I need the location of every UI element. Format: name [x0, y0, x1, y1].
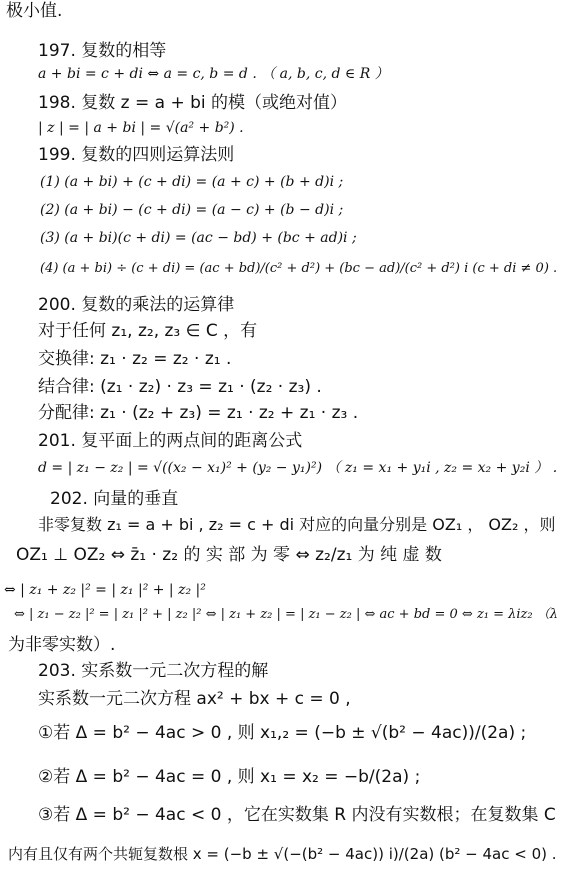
text-line: 201. 复平面上的两点间的距离公式 — [38, 431, 303, 451]
text-line: 对于任何 z₁, z₂, z₃ ∈ C ，有 — [38, 321, 258, 341]
text-line: d = | z₁ − z₂ | = √((x₂ − x₁)² + (y₂ − y₁)²) （ z₁ = x₁ + y₁i , z₂ = x₂ + y₂i ） . — [38, 460, 558, 476]
text-line: ⇔ | z₁ + z₂ |² = | z₁ |² + | z₂ |² — [4, 582, 206, 598]
text-line: 内有且仅有两个共轭复数根 x = (−b ± √(−(b² − 4ac)) i)/(2a) (b² − 4ac < 0) . — [8, 845, 557, 863]
text-line: ②若 Δ = b² − 4ac = 0 , 则 x₁ = x₂ = −b/(2a) ; — [38, 767, 421, 787]
text-line: 结合律: (z₁ · z₂) · z₃ = z₁ · (z₂ · z₃) . — [38, 377, 322, 397]
text-line: 分配律: z₁ · (z₂ + z₃) = z₁ · z₂ + z₁ · z₃ . — [38, 403, 359, 423]
text-line: 为非零实数）. — [8, 635, 116, 655]
text-line: ①若 Δ = b² − 4ac > 0 , 则 x₁,₂ = (−b ± √(b² − 4ac))/(2a) ; — [38, 723, 527, 743]
text-line: (4) (a + bi) ÷ (c + di) = (ac + bd)/(c² + d²) + (bc − ad)/(c² + d²) i (c + di ≠ 0) . — [40, 261, 558, 276]
text-line: | z | = | a + bi | = √(a² + b²) . — [38, 120, 244, 136]
text-line: 实系数一元二次方程 ax² + bx + c = 0 , — [38, 689, 351, 709]
text-line: 203. 实系数一元二次方程的解 — [38, 661, 269, 681]
text-line: 交换律: z₁ · z₂ = z₂ · z₁ . — [38, 349, 232, 369]
text-line: 197. 复数的相等 — [38, 41, 167, 61]
text-line: 198. 复数 z = a + bi 的模（或绝对值） — [38, 93, 348, 113]
text-line: 199. 复数的四则运算法则 — [38, 145, 235, 165]
text-line: ③若 Δ = b² − 4ac < 0 ，它在实数集 R 内没有实数根；在复数集 C — [38, 805, 556, 825]
text-line: 200. 复数的乘法的运算律 — [38, 295, 235, 315]
text-line: (3) (a + bi)(c + di) = (ac − bd) + (bc + ad)i ; — [40, 230, 357, 246]
text-line: (1) (a + bi) + (c + di) = (a + c) + (b + d)i ; — [40, 174, 344, 190]
text-line: ⇔ | z₁ − z₂ |² = | z₁ |² + | z₂ |² ⇔ | z₁ + z₂ | = | z₁ − z₂ | ⇔ ac + bd = 0 ⇔ z₁ = λiz₂ （λ — [14, 607, 558, 622]
text-line: 极小值. — [6, 1, 63, 21]
text-line: 非零复数 z₁ = a + bi , z₂ = c + di 对应的向量分别是 OZ₁ ， OZ₂ ，则 — [38, 515, 556, 534]
text-line: a + bi = c + di ⇔ a = c, b = d . （ a, b, c, d ∈ R ） — [38, 66, 389, 82]
text-line: (2) (a + bi) − (c + di) = (a − c) + (b − d)i ; — [40, 202, 344, 218]
text-line: OZ₁ ⊥ OZ₂ ⇔ z̄₁ · z₂ 的 实 部 为 零 ⇔ z₂/z₁ 为 纯 虚 数 — [16, 545, 442, 565]
text-line: 202. 向量的垂直 — [50, 489, 179, 509]
